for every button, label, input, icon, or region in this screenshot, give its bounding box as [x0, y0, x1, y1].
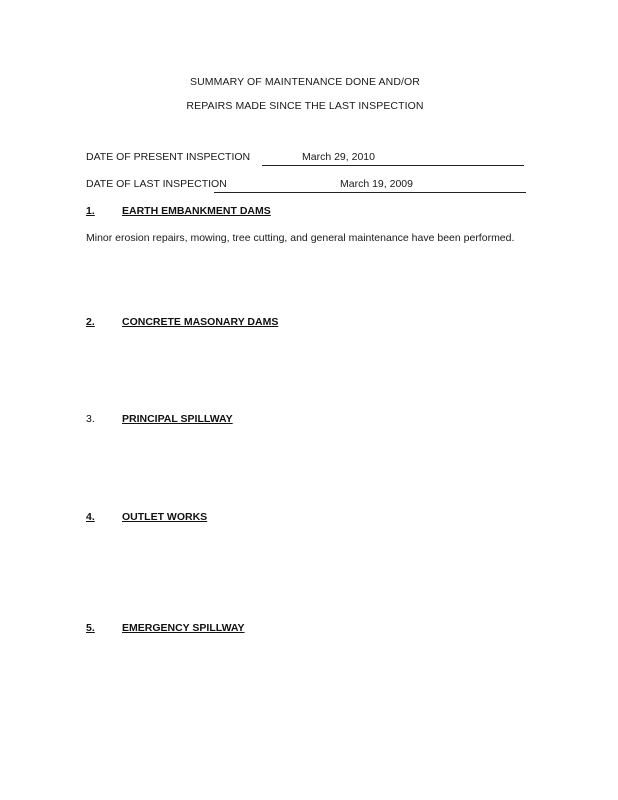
last-inspection-row	[86, 178, 526, 194]
section-number: 4.	[86, 511, 95, 523]
section-number: 1.	[86, 205, 95, 217]
present-inspection-label: DATE OF PRESENT INSPECTION	[86, 151, 251, 163]
section-number: 3.	[86, 413, 95, 425]
document-title-line-1: SUMMARY OF MAINTENANCE DONE AND/OR	[190, 76, 420, 88]
section-number: 2.	[86, 316, 95, 328]
last-inspection-label: DATE OF LAST INSPECTION	[86, 178, 227, 190]
section-heading: OUTLET WORKS	[122, 511, 208, 523]
document-title-line-2: REPAIRS MADE SINCE THE LAST INSPECTION	[186, 100, 424, 112]
present-inspection-date: March 29, 2010	[302, 151, 375, 163]
last-inspection-date: March 19, 2009	[340, 178, 413, 190]
section-heading: PRINCIPAL SPILLWAY	[122, 413, 233, 425]
section-heading: CONCRETE MASONARY DAMS	[122, 316, 279, 328]
section-heading: EMERGENCY SPILLWAY	[122, 622, 245, 634]
section-1-body: Minor erosion repairs, mowing, tree cutting, and general maintenance have been performed.	[86, 232, 515, 244]
section-number: 5.	[86, 622, 95, 634]
section-heading: EARTH EMBANKMENT DAMS	[122, 205, 271, 217]
present-inspection-underline	[262, 165, 524, 166]
present-inspection-row	[86, 151, 526, 167]
last-inspection-underline	[214, 192, 526, 193]
